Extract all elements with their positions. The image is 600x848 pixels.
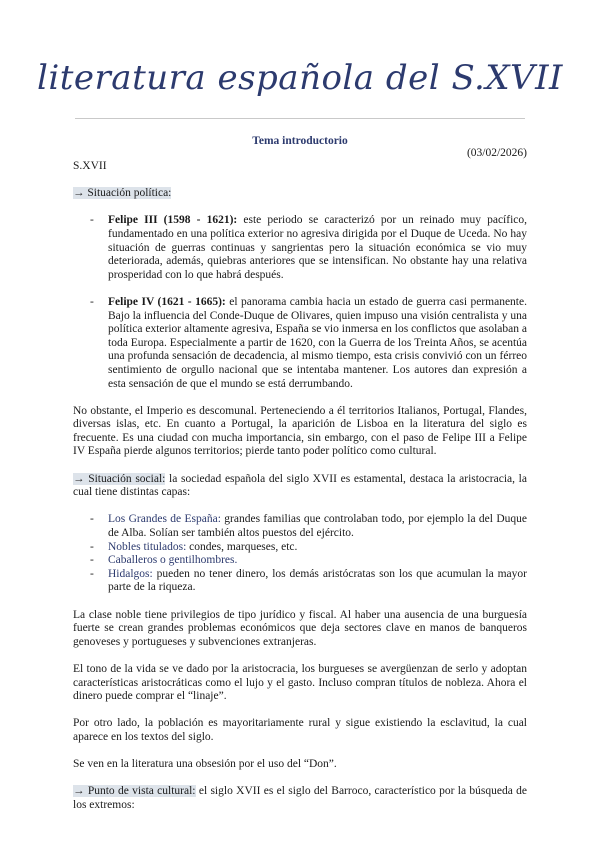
item-label: Nobles titulados: (108, 540, 187, 553)
document-body (73, 160, 527, 813)
social-intro-text: la sociedad española del siglo XVII es estamental, destaca la aristocracia, la cual tiene distintas capas: (73, 472, 527, 499)
item-label: Caballeros o gentilhombres. (108, 554, 238, 567)
item-text: condes, marqueses, etc. (186, 540, 298, 553)
item-bold: Felipe IV (1621 - 1665): (108, 295, 226, 308)
social-list (73, 513, 527, 595)
document-date: (03/02/2026) (466, 147, 527, 159)
social-paragraph: El tono de la vida se ve dado por la aristocracia, los burgueses se avergüenzan de serlo y adoptan características aristocráticas como el lujo y el gasto. Incluso compran títulos de nobleza. Ahora el dinero puede comprar el “linaje”. (73, 662, 527, 703)
cultural-text: el siglo XVII es el siglo del Barroco, característico por la búsqueda de los extremos: (73, 785, 527, 811)
cultural-heading: → Punto de vista cultural: (73, 785, 196, 798)
politica-heading (73, 187, 527, 201)
list-item: - Nobles titulados: condes, marqueses, etc. (90, 540, 298, 553)
item-label: Hidalgos: (108, 567, 153, 580)
item-label: Los Grandes de España: (108, 513, 221, 526)
list-item: - Caballeros o gentilhombres. (90, 554, 238, 567)
document-title: literatura española del S.XVII (37, 58, 563, 98)
item-bold: Felipe III (1598 - 1621): (108, 214, 238, 227)
document-subtitle: Tema introductorio (252, 135, 348, 147)
social-paragraph: Por otro lado, la población es mayoritariamente rural y sigue existiendo la esclavitud, la cual aparece en los textos del siglo. (73, 717, 527, 743)
list-item: - Felipe III (1598 - 1621): este periodo se caracterizó por un reinado muy pacífico, fundamentado en una política exterior no agresiva dirigida por el Duque de Uceda. No hay situación de guerras continuas y sangrientas pero la situación económica se vio muy deteriorada, además, quiebras anteriores que se intensifican. No obstante hay una relativa prosperidad con lo que habrá después. (90, 214, 527, 281)
social-paragraph: La clase noble tiene privilegios de tipo jurídico y fiscal. Al haber una ausencia de una burguesía fuerte se crean grandes problemas económicos que deja sectores clave en manos de banqueros genoveses y portugueses y subvenciones extranjeras. (73, 608, 527, 648)
item-text: el panorama cambia hacia un estado de guerra casi permanente. Bajo la influencia del Conde-Duque de Olivares, quien impuso una visión centralista y una política exterior altamente agresiva, España se vio inmersa en los conflictos que asolaban a toda Europa. Especialmente a partir de 1620, con la Guerra de los Treinta Años, se acentúa una profunda sensación de decadencia, al mismo tiempo, esta crisis convivió con un férreo sentimiento de orgullo nacional que se intentaba mantener. Los autores dan expresión a esta sensación de que el mundo se está derrumbando. (108, 295, 527, 390)
list-item: - Los Grandes de España: grandes familias que controlaban todo, por ejemplo la del Duque de Alba. Solían ser también altos puestos del ejército. (90, 513, 527, 540)
item-text: grandes familias que controlaban todo, por ejemplo la del Duque de Alba. Solían ser también altos puestos del ejército. (108, 513, 527, 540)
social-intro (73, 473, 527, 500)
list-item: - Hidalgos: pueden no tener dinero, los demás aristócratas son los que acumulan la mayor parte de la riqueza. (90, 567, 527, 594)
item-text: pueden no tener dinero, los demás aristócratas son los que acumulan la mayor parte de la riqueza. (108, 567, 527, 594)
title-divider (75, 118, 525, 119)
social-heading: → Situación social: (73, 472, 166, 485)
item-text: este periodo se caracterizó por un reinado muy pacífico, fundamentado en una política exterior no agresiva dirigida por el Duque de Uceda. No hay situación de guerras continuas y sangrientas pero la situación económica se vio muy deteriorada, además, quiebras anteriores que se intensifican. No obstante hay una relativa prosperidad con lo que habrá después. (108, 214, 527, 281)
politica-paragraph: No obstante, el Imperio es descomunal. Perteneciendo a él territorios Italianos, Portugal, Flandes, diversas islas, etc. En cuanto a Portugal, la aparición de Lisboa en la literatura del siglo es frecuente. Es una ciudad con mucha importancia, sin embargo, con el paso de Felipe III a Felipe IV España pierde algunos territorios; pierde tanto poder político como cultural. (73, 404, 527, 458)
list-item: - Felipe IV (1621 - 1665): el panorama cambia hacia un estado de guerra casi permanente. Bajo la influencia del Conde-Duque de Olivares, quien impuso una visión centralista y una política exterior altamente agresiva, España se vio inmersa en los conflictos que asolaban a toda Europa. Especialmente a partir de 1620, con la Guerra de los Treinta Años, se acentúa una profunda sensación de decadencia, al mismo tiempo, esta crisis convivió con un férreo sentimiento de orgullo nacional que se intentaba mantener. Los autores dan expresión a esta sensación de que el mundo se está derrumbando. (90, 295, 527, 390)
section-label: S.XVII (73, 160, 107, 172)
politica-heading-text: → Situación política: (73, 187, 172, 200)
social-paragraph: Se ven en la literatura una obsesión por el uso del “Don”. (73, 758, 337, 771)
politica-list (73, 214, 527, 391)
cultural-intro (73, 785, 527, 812)
